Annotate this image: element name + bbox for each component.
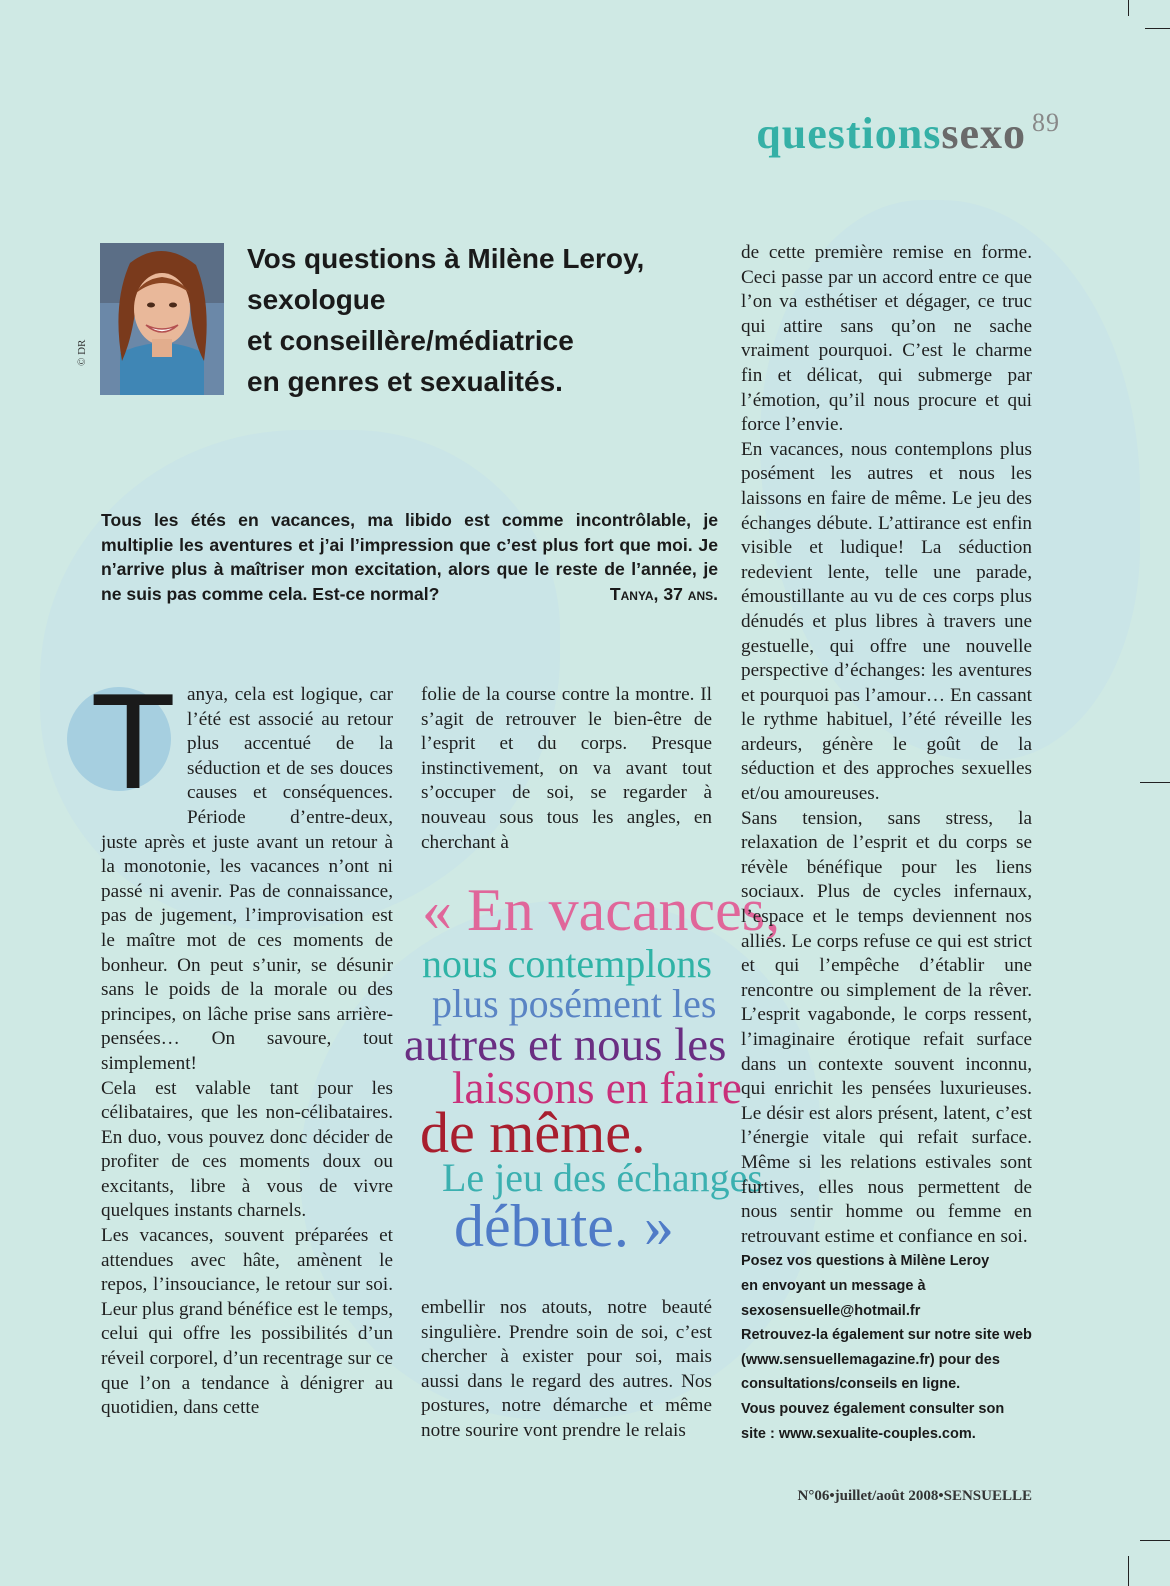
answer-paragraph: anya, cela est logique, car l’été est associé au retour plus accentué de la séduction et de ses douces causes et conséquences. Période d’entre-deux, juste après et juste avant un retour à la monotonie, les vacances n’ont ni passé ni avenir. Pas de connaissance, pas de jugement, l’improvisation est le maître mot de ces moments de bonheur. On peut s’unir, se désunir sans le poids de la morale ou des principes, on lâche prise sans arrière-pensées… On savoure, tout simplement! [101,684,393,1074]
crop-mark [1128,1556,1129,1586]
reader-question [101,508,718,606]
contact-line: Vous pouvez également consulter son site : www.sexualite-couples.com. [741,1400,1005,1442]
answer-paragraph: Cela est valable tant pour les célibataires, que les non-célibataires. En duo, vous pouvez donc décider de profiter de ces moments doux ou excitants, libre à vous de vivre quelques instants charnels. [101,1077,393,1222]
answer-column-2-bottom [421,1296,712,1444]
author-portrait [100,243,224,395]
answer-paragraph: Les vacances, souvent préparées et attendues avec hâte, amènent le repos, l’insouciance, le retour sur soi. Leur plus grand bénéfice est le temps, celui qui offre les possibilités d’un réveil corporel, d’un recentrage sur ce que l’on a tendance à dénigrer au quotidien, dans cette [101,1225,393,1419]
pull-quote-line: nous contemplons [422,941,712,986]
answer-column-3 [741,241,1032,1446]
section-header [756,108,1060,159]
pull-quote-line: « En vacances, [422,877,781,943]
pull-quote-line: Le jeu des échanges [442,1155,763,1200]
crop-mark [1145,28,1170,29]
contact-line: en envoyant un message à [741,1277,926,1294]
page-number: 89 [1032,108,1060,137]
crop-mark [1140,1540,1170,1541]
answer-paragraph: En vacances, nous contemplons plus posément les autres et nous les laissons en faire de même. Le jeu des échanges débute. L’attirance est enfin visible et ludique! La séduction redevient lente, telle une parade, émoustillante au vu de ces corps plus dénudés et plus libres à travers une gestuelle, qui offre une nouvelle perspective d’échanges: les aventures et pourquoi pas l’amour… En cassant le rythme habituel, l’été réveille les ardeurs, génère le goût de la séduction et des approches sexuelles et/ou amoureuses. [741,438,1032,805]
answer-paragraph: embellir nos atouts, notre beauté singulière. Prendre soin de soi, c’est chercher à exister pour soi, mais aussi dans le regard des autres. Nos postures, notre démarche et même notre sourire vont prendre le relais [421,1297,712,1441]
section-title-questions: questions [756,109,942,158]
answer-paragraph: Sans tension, sans stress, la relaxation de l’esprit et du corps se révèle bénéfique pour les liens sociaux. Plus de cycles infernaux, l’espace et le temps deviennent nos alliés. Le corps refuse ce qui est strict et qui l’empêche d’établir une rencontre ou simplement de la rêver. L’esprit vagabonde, le corps ressent, l’imaginaire érotique refait surface dans un contexte souvent inconnu, qui enrichit les pensées luxurieuses. Le désir est alors présent, latent, c’est l’énergie vitale qui refait surface. Même si les relations estivales sont furtives, elles nous permettent de nous sentir homme ou femme en retrouvant estime et confiance en soi. [741,807,1032,1247]
contact-email-link[interactable]: sexosensuelle@hotmail.fr [741,1302,921,1319]
answer-paragraph: folie de la course contre la montre. Il s’agit de retrouver le bien-être de l’esprit et du corps. Presque instinctivement, on va avant tout s’occuper de soi, se regarder à nouveau sous tous les angles, en cherchant à [421,684,712,853]
article-title [247,238,687,402]
title-line: Vos questions à Milène Leroy, [247,243,645,274]
title-line: sexologue [247,284,386,315]
pull-quote-line: débute. » [454,1193,674,1259]
photo-credit: © DR [76,339,88,366]
contact-line: Retrouvez-la également sur notre site web (www.sensuellemagazine.fr) pour des consultations/conseils en ligne. [741,1327,1032,1393]
issue-footer: N°06•juillet/août 2008•SENSUELLE [797,1488,1032,1504]
section-title-sexo: sexo [941,109,1026,158]
answer-column-2-top [421,683,712,855]
title-line: en genres et sexualités. [247,366,563,397]
pull-quote-line: laissons en faire [452,1063,742,1113]
question-text: Tous les étés en vacances, ma libido est comme incontrôlable, je multiplie les aventures et j’ai l’impression que c’est plus fort que moi. Je n’arrive plus à maîtriser mon excitation, alors que le reste de l’année, je ne suis pas comme cela. Est-ce normal? [101,510,718,604]
dropcap [67,670,185,819]
crop-mark [1140,782,1170,783]
pull-quote-line: de même. [420,1100,646,1165]
answer-paragraph: de cette première remise en forme. Ceci passe par un accord entre ce que l’on va esthétiser et dégager, ce truc qui attire sans qu’on ne sache vraiment pourquoi. C’est le charme fin et délicat, qui submerge par l’émotion, qu’il nous procure et qui force l’envie. [741,242,1032,436]
portrait-image [100,243,224,395]
title-line: et conseillère/médiatrice [247,325,574,356]
contact-line: Posez vos questions à Milène Leroy [741,1253,990,1270]
pull-quote-line: plus posément les [432,981,717,1026]
crop-mark [1128,0,1129,16]
pull-quote-line: autres et nous les [404,1019,727,1071]
contact-info [741,1249,1032,1446]
answer-column-1 [94,670,393,1421]
question-signature: Tanya, 37 ans. [609,583,718,604]
dropcap-letter: T [94,670,173,819]
